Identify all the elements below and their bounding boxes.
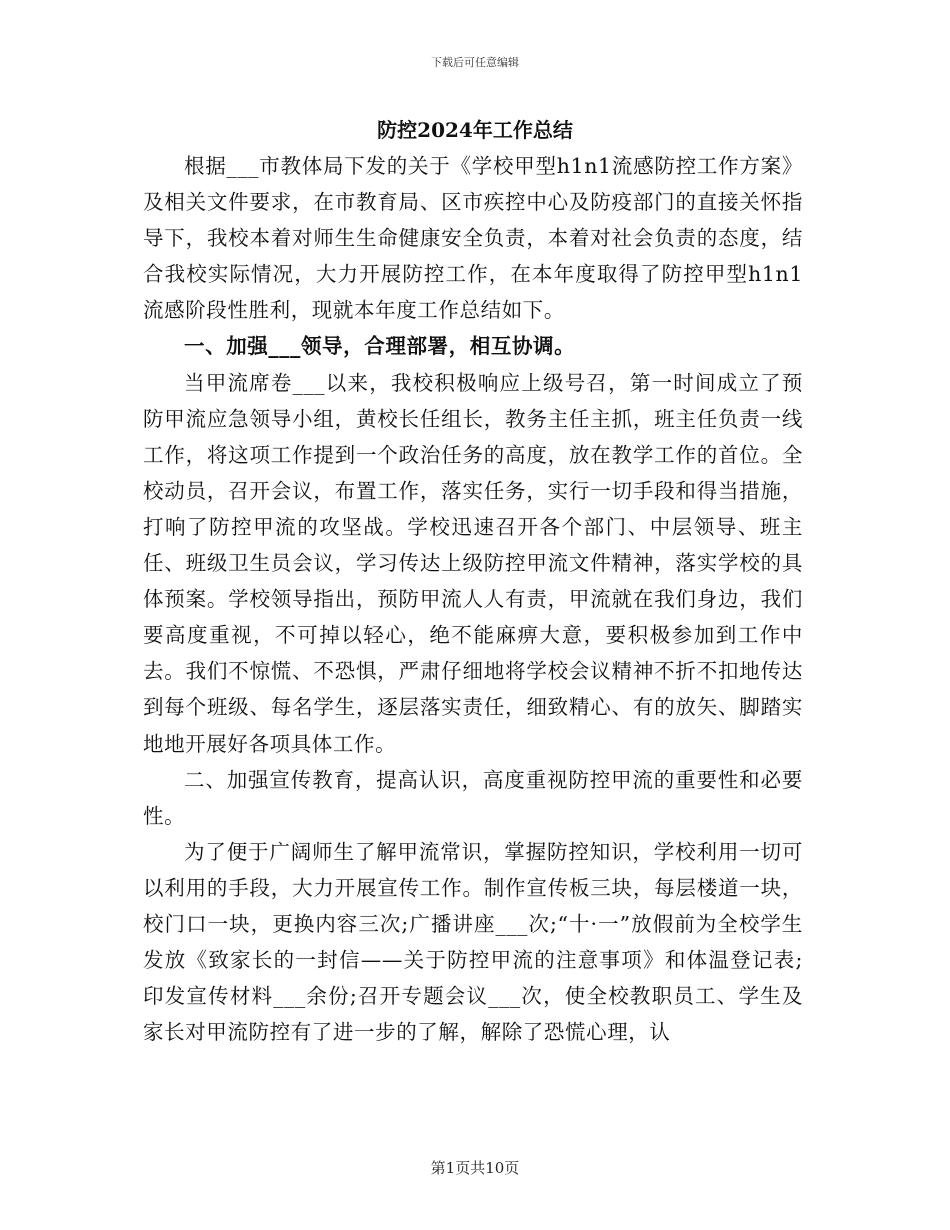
section-heading-1: 一、加强___领导，合理部署，相互协调。 [184, 334, 576, 359]
paragraph-intro: 根据___市教体局下发的关于《学校甲型h1n1流感防控工作方案》及相关文件要求，在市教育局、区市疾控中心及防疫部门的直接关怀指导下，我校本着对师生生命健康安全负责，本着对社会负责的态度，结合我校实际情况，大力开展防控工作，在本年度取得了防控甲型h1n1流感阶段性胜利，现就本年度工作总结如下。 [143, 154, 803, 323]
section-heading-2: 二、加强宣传教育，提高认识，高度重视防控甲流的重要性和必要性。 [143, 767, 803, 828]
document-title: 防控2024年工作总结 [377, 118, 573, 142]
page-footer: 第1页共10页 [430, 1159, 520, 1177]
header-note: 下载后可任意编辑 [431, 56, 519, 69]
document-body [143, 148, 803, 1050]
paragraph-section-1: 当甲流席卷___以来，我校积极响应上级号召，第一时间成立了预防甲流应急领导小组，黄校长任组长，教务主任主抓，班主任负责一线工作，将这项工作提到一个政治任务的高度，放在教学工作的首位。全校动员，召开会议，布置工作，落实任务，实行一切手段和得当措施，打响了防控甲流的攻坚战。学校迅速召开各个部门、中层领导、班主任、班级卫生员会议，学习传达上级防控甲流文件精神，落实学校的具体预案。学校领导指出，预防甲流人人有责，甲流就在我们身边，我们要高度重视，不可掉以轻心，绝不能麻痹大意，要积极参加到工作中去。我们不惊慌、不恐惧，严肃仔细地将学校会议精神不折不扣地传达到每个班级、每名学生，逐层落实责任，细致精心、有的放矢、脚踏实地地开展好各项具体工作。 [143, 370, 803, 756]
paragraph-section-2: 为了便于广阔师生了解甲流常识，掌握防控知识，学校利用一切可以利用的手段，大力开展宣传工作。制作宣传板三块，每层楼道一块，校门口一块，更换内容三次;广播讲座___次;“十·一”放假前为全校学生发放《致家长的一封信——关于防控甲流的注意事项》和体温登记表;印发宣传材料___余份;召开专题会议___次，使全校教职员工、学生及家长对甲流防控有了进一步的了解，解除了恐慌心理，认 [143, 839, 803, 1045]
